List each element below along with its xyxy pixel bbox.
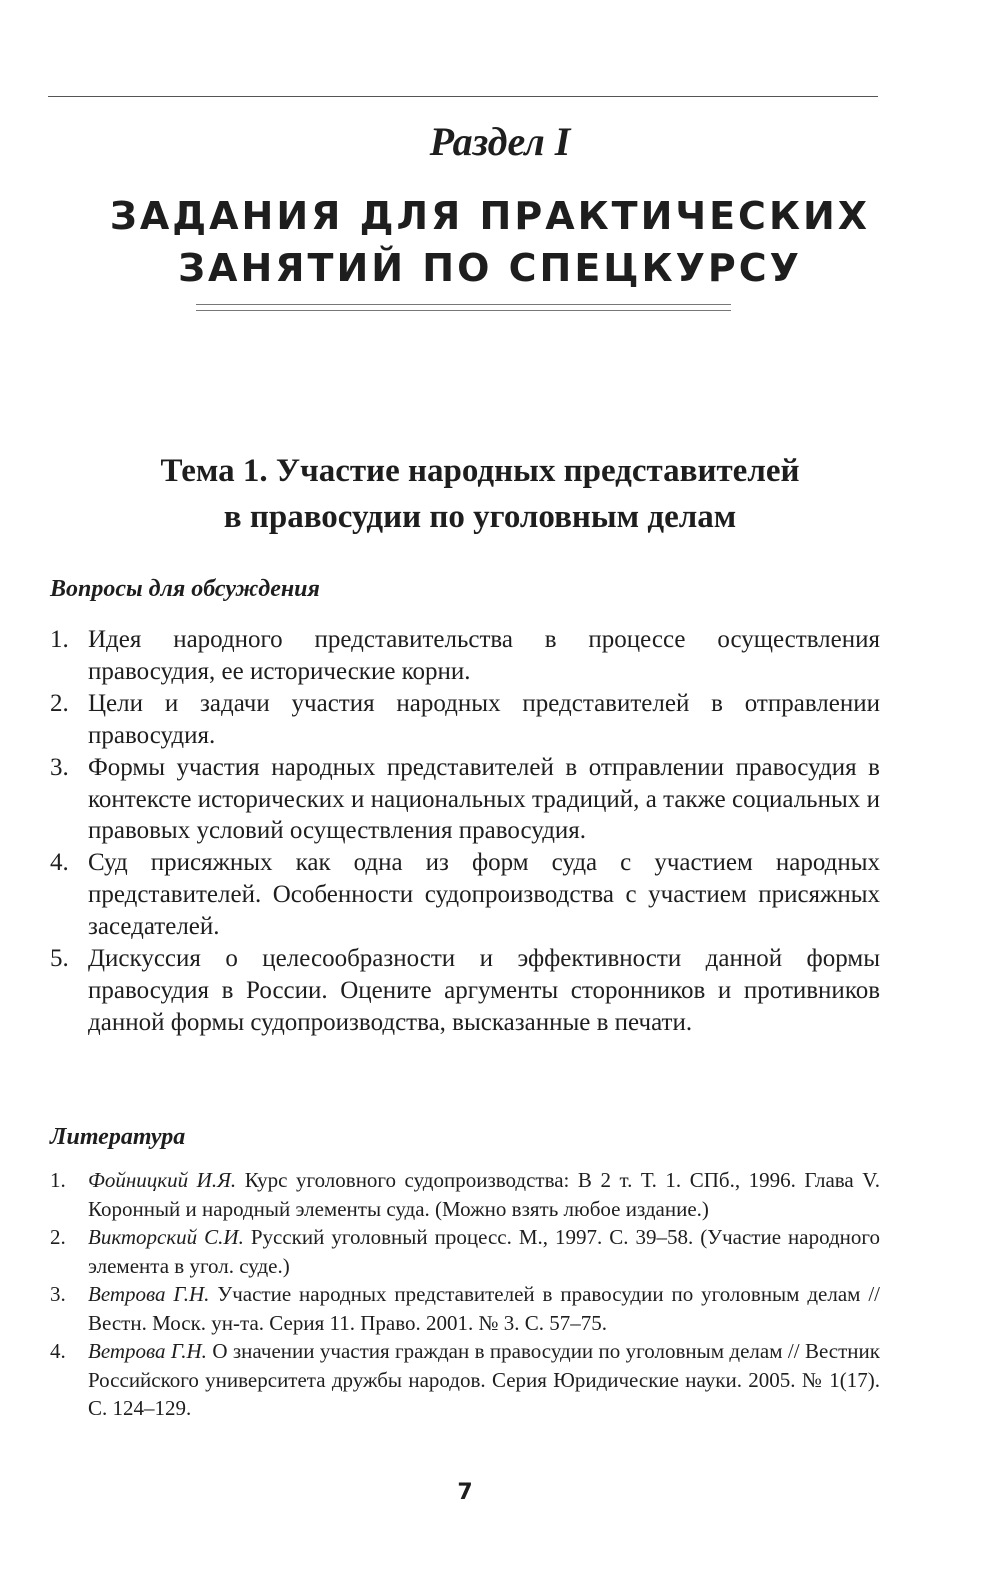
item-number: 4. [50,1339,66,1363]
item-text [88,1223,880,1280]
part-title-line: ЗАНЯТИЙ ПО СПЕЦКУРСУ [178,246,802,290]
title-double-rule [196,304,731,311]
item-number: 3. [50,753,69,781]
part-title-line: ЗАДАНИЯ ДЛЯ ПРАКТИЧЕСКИХ [109,194,871,238]
item-number: 2. [50,1225,66,1249]
list-item [50,752,880,848]
questions-list [50,624,880,1039]
item-number: 1. [50,1168,66,1192]
list-item [50,1280,880,1337]
item-text [88,1280,880,1337]
top-rule [48,96,878,97]
item-text: Суд присяжных как одна из форм суда с участием народных представителей. Особенности судопроизводства с участием присяжных заседателей. [88,849,880,941]
item-text: Цели и задачи участия народных представителей в отправлении правосудия. [88,689,880,749]
item-number: 5. [50,945,69,973]
item-number: 3. [50,1282,66,1306]
author-name: Викторский С.И. [88,1225,244,1249]
list-item [50,1166,880,1223]
author-name: Ветрова Г.Н. [88,1282,210,1306]
theme-title-line: в правосудии по уголовным делам [223,499,737,535]
item-text: Дискуссия о целесообразности и эффективности данной формы правосудия в России. Оцените аргументы сторонников и противников данной формы судопроизводства, высказанные в печати. [88,945,880,1036]
literature-heading: Литература [50,1124,186,1150]
part-title [90,190,890,294]
item-text: Формы участия народных представителей в отправлении правосудия в контексте исторических и национальных традиций, а также социальных и правовых условий осуществления правосудия. [88,753,880,845]
author-name: Ветрова Г.Н. [88,1339,207,1363]
item-text [88,1166,880,1223]
theme-title-line: Тема 1. Участие народных представителей [160,453,800,489]
section-label: Раздел I [429,119,571,164]
questions-heading: Вопросы для обсуждения [50,576,320,602]
list-item [50,1337,880,1423]
item-text: Идея народного представительства в процессе осуществления правосудия, ее исторические корни. [88,626,880,685]
list-item [50,943,880,1039]
citation-text: О значении участия граждан в правосудии по уголовным делам // Вестник Российского университета дружбы народов. Серия Юридические науки. 2005. № 1(17). С. 124–129. [88,1339,880,1420]
author-name: Фойницкий И.Я. [88,1168,237,1192]
list-item [50,1223,880,1280]
item-text [88,1337,880,1423]
literature-list [50,1166,880,1423]
page-number: 7 [457,1480,473,1505]
item-number: 2. [50,689,69,717]
list-item [50,847,880,943]
item-number: 1. [50,626,69,653]
item-number: 4. [50,849,69,877]
theme-title [60,448,900,540]
citation-text: Участие народных представителей в правосудии по уголовным делам // Вестн. Моск. ун-та. Серия 11. Право. 2001. № 3. С. 57–75. [88,1282,881,1335]
list-item [50,624,880,688]
citation-text: Курс уголовного судопроизводства: В 2 т. Т. 1. СПб., 1996. Глава V. Коронный и народный элементы суда. (Можно взять любое издание.) [88,1168,880,1221]
citation-text: Русский уголовный процесс. М., 1997. С. 39–58. (Участие народного элемента в угол. суде.) [88,1225,881,1278]
list-item [50,688,880,752]
